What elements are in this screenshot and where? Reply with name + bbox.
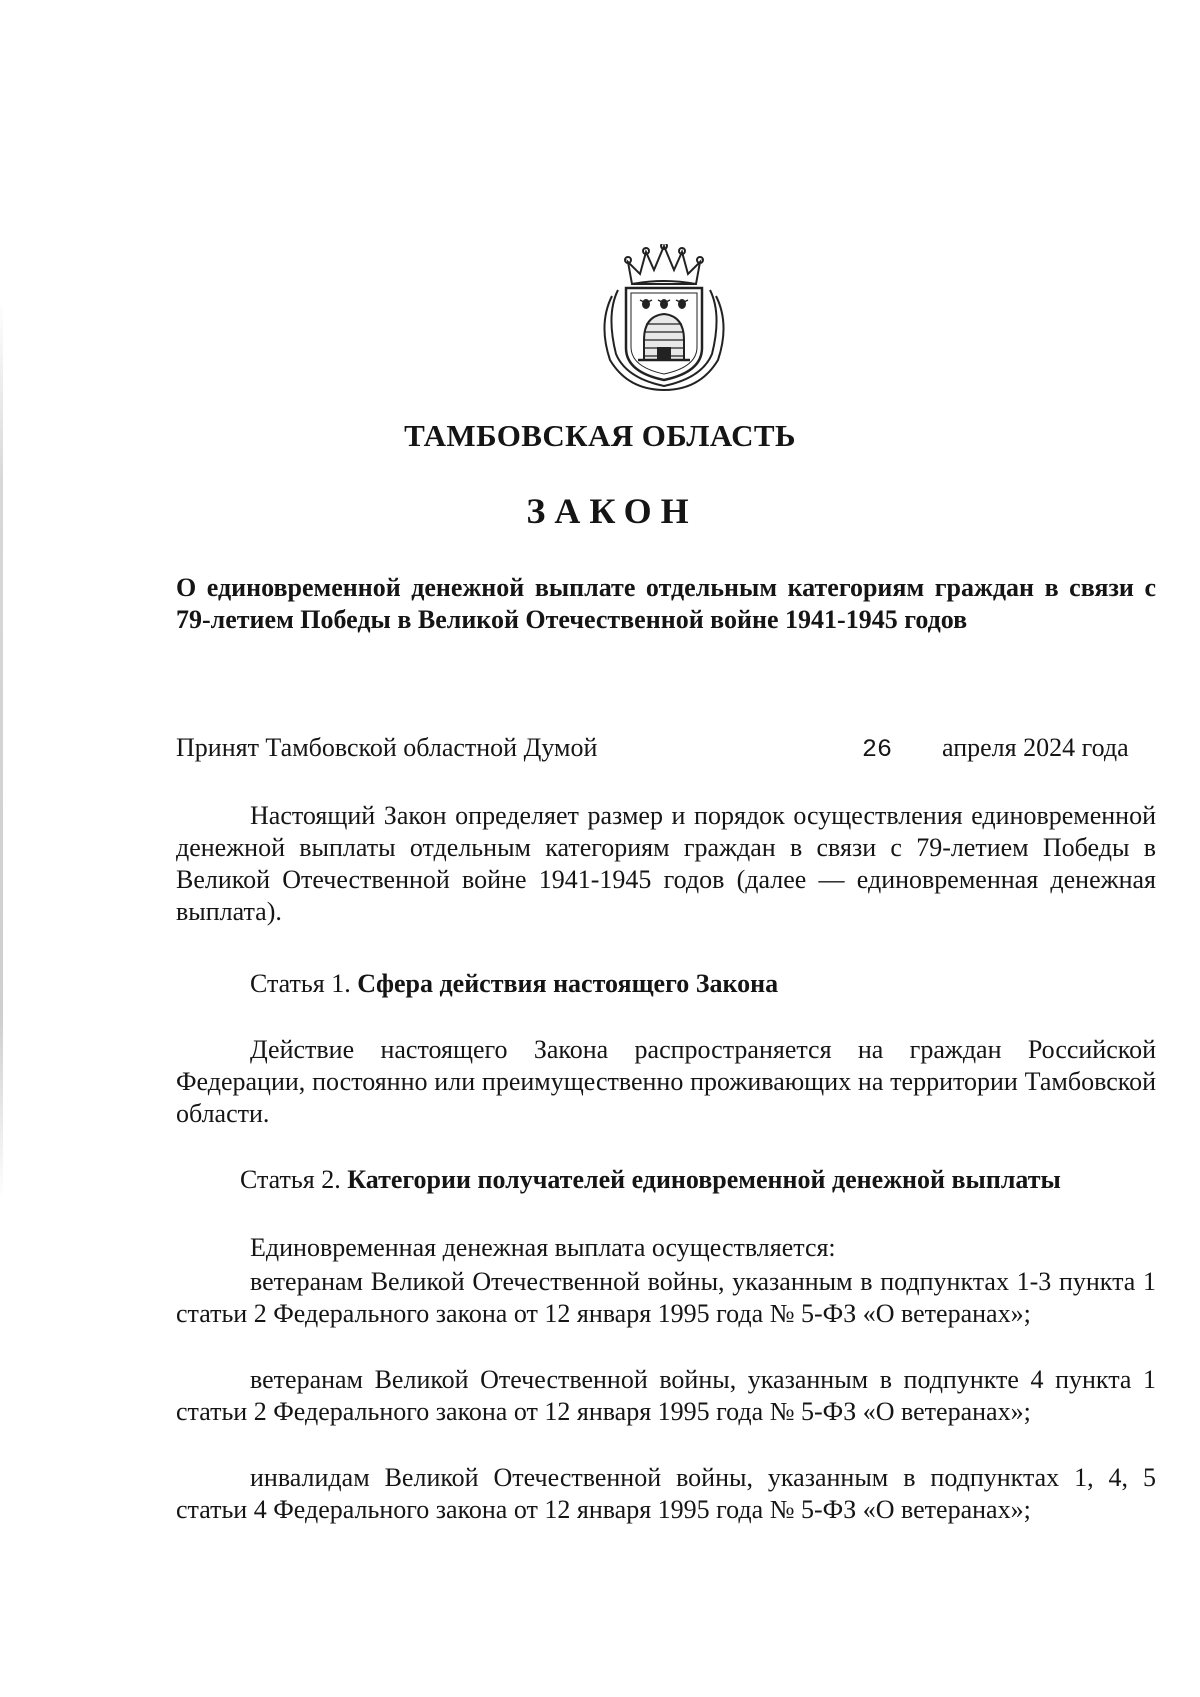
article-2-title — [240, 1164, 1061, 1196]
article-2-number: Статья 2. — [240, 1165, 341, 1194]
tambov-coat-of-arms-icon — [598, 244, 730, 392]
law-title: О единовременной денежной выплате отдельным категориям граждан в связи с 79-летием Победы в Великой Отечественной войне 1941-1945 годов — [176, 573, 1156, 634]
article-1-title — [250, 968, 778, 1000]
article-1-paragraph: Действие настоящего Закона распространяется на граждан Российской Федерации, постоянно или преимущественно проживающих на территории Тамбовской области. — [176, 1035, 1156, 1128]
adopted-by: Принят Тамбовской областной Думой — [176, 733, 598, 762]
article-2-paragraph-2: ветеранам Великой Отечественной войны, указанным в подпунктах 1-3 пункта 1 статьи 2 Федерального закона от 12 января 1995 года № 5-ФЗ «О ветеранах»; — [176, 1267, 1156, 1328]
article-1-heading: Сфера действия настоящего Закона — [357, 969, 779, 998]
document-type: ЗАКОН — [526, 491, 698, 531]
adopted-day: 26 — [862, 735, 893, 764]
preamble: Настоящий Закон определяет размер и порядок осуществления единовременной денежной выплаты отдельным категориям граждан в связи с 79-летием Победы в Великой Отечественной войне 1941-1945 годов (далее — единовременная денежная выплата). — [176, 801, 1156, 926]
article-2-heading: Категории получателей единовременной денежной выплаты — [347, 1165, 1061, 1194]
article-2-paragraph-4: инвалидам Великой Отечественной войны, указанным в подпунктах 1, 4, 5 статьи 4 Федерального закона от 12 января 1995 года № 5-ФЗ «О ветеранах»; — [176, 1463, 1156, 1524]
article-2-paragraph-1: Единовременная денежная выплата осуществляется: — [250, 1233, 836, 1262]
article-1-number: Статья 1. — [250, 969, 351, 998]
article-2-paragraph-3: ветеранам Великой Отечественной войны, указанным в подпункте 4 пункта 1 статьи 2 Федерального закона от 12 января 1995 года № 5-ФЗ «О ветеранах»; — [176, 1365, 1156, 1426]
region-name: ТАМБОВСКАЯ ОБЛАСТЬ — [404, 418, 796, 453]
adopted-date: апреля 2024 года — [942, 733, 1129, 762]
